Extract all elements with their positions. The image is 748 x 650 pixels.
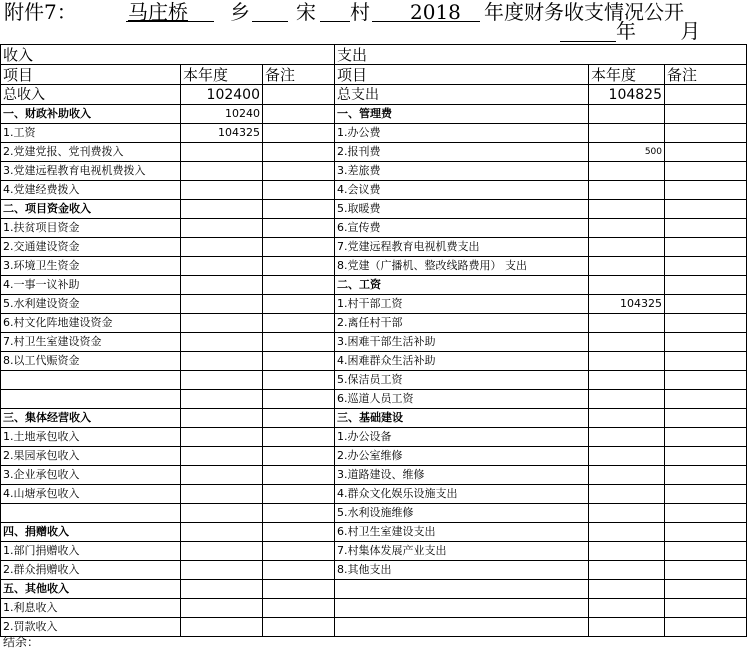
expense-amount-cell [589,352,665,371]
income-remark-cell [263,352,335,371]
expense-item-cell [335,618,589,637]
title-village: 宋 [296,0,316,24]
title-blank-xiang [252,21,288,22]
title-prefix: 附件7： [4,0,77,24]
expense-item-cell: 6.村卫生室建设支出 [335,523,589,542]
expense-amount-cell [589,523,665,542]
income-remark-cell [263,219,335,238]
table-row [1,181,747,200]
table-row [1,276,747,295]
expense-item-cell: 4.会议费 [335,181,589,200]
total-income-label: 总收入 [1,85,181,105]
income-item-cell: 1.扶贫项目资金 [1,219,181,238]
expense-amount-cell [589,580,665,599]
expense-remark-cell [665,276,747,295]
table-row [1,200,747,219]
income-amount-cell [181,409,263,428]
title-blank-township [126,21,214,22]
expense-item-cell: 5.取暖费 [335,200,589,219]
income-amount-cell [181,504,263,523]
income-remark-cell [263,428,335,447]
income-remark-cell [263,561,335,580]
expense-item-cell [335,599,589,618]
income-remark-cell [263,162,335,181]
income-item-header: 项目 [1,65,181,85]
income-amount-cell: 104325 [181,124,263,143]
income-amount-cell [181,295,263,314]
expense-amount-cell [589,219,665,238]
table-row [1,428,747,447]
expense-item-cell: 7.党建远程教育电视机费支出 [335,238,589,257]
income-item-cell: 2.交通建设资金 [1,238,181,257]
income-remark-cell [263,542,335,561]
income-item-cell: 1.利息收入 [1,599,181,618]
table-row [1,485,747,504]
income-item-cell: 1.部门捐赠收入 [1,542,181,561]
income-amount-cell [181,181,263,200]
income-item-cell: 8.以工代赈资金 [1,352,181,371]
income-remark-cell [263,580,335,599]
table-row [1,466,747,485]
expense-remark-cell [665,466,747,485]
income-remark-cell [263,181,335,200]
expense-item-cell: 4.群众文化娱乐设施支出 [335,485,589,504]
table-row [1,352,747,371]
table-row [1,219,747,238]
table-row [1,523,747,542]
income-amount-cell [181,523,263,542]
income-remark-cell [263,143,335,162]
expense-remark-cell [665,428,747,447]
income-item-cell: 四、捐赠收入 [1,523,181,542]
income-amount-cell [181,200,263,219]
expense-section-header: 支出 [335,45,747,65]
table-row [1,599,747,618]
title-blank-year [372,21,480,22]
income-remark-cell [263,371,335,390]
expense-item-cell: 4.困难群众生活补助 [335,352,589,371]
expense-item-cell: 二、工资 [335,276,589,295]
income-remark-cell [263,466,335,485]
column-header-row [1,65,747,85]
income-remark-cell [263,409,335,428]
totals-row [1,85,747,105]
income-remark-cell [263,447,335,466]
expense-remark-cell [665,124,747,143]
expense-remark-cell [665,447,747,466]
income-remark-cell [263,618,335,637]
income-item-cell: 3.党建远程教育电视机费拨入 [1,162,181,181]
expense-remark-cell [665,200,747,219]
income-amount-cell [181,162,263,181]
month-label: 月 [680,19,701,43]
expense-item-cell: 2.报刊费 [335,143,589,162]
income-remark-cell [263,599,335,618]
expense-item-cell: 三、基础建设 [335,409,589,428]
income-item-cell: 三、集体经营收入 [1,409,181,428]
expense-amount-cell [589,447,665,466]
expense-amount-cell [589,333,665,352]
expense-item-cell: 7.村集体发展产业支出 [335,542,589,561]
expense-item-cell: 2.办公室维修 [335,447,589,466]
income-amount-cell [181,371,263,390]
expense-remark-cell [665,257,747,276]
expense-amount-cell [589,314,665,333]
year-label: 年 [616,19,636,43]
expense-amount-cell: 104325 [589,295,665,314]
expense-remark-cell [665,409,747,428]
income-amount-cell [181,352,263,371]
income-item-cell: 3.企业承包收入 [1,466,181,485]
income-item-cell: 2.果园承包收入 [1,447,181,466]
expense-amount-cell [589,257,665,276]
income-amount-cell [181,238,263,257]
table-row [1,162,747,181]
expense-remark-cell [665,390,747,409]
expense-remark-cell [665,542,747,561]
income-item-cell: 7.村卫生室建设资金 [1,333,181,352]
expense-remark-cell [665,219,747,238]
income-remark-cell [263,390,335,409]
income-remark-cell [263,238,335,257]
income-item-cell: 五、其他收入 [1,580,181,599]
income-remark-cell [263,314,335,333]
expense-item-cell: 6.宣传费 [335,219,589,238]
income-section-header: 收入 [1,45,335,65]
title-year: 2018 [410,0,461,24]
income-amount-cell [181,390,263,409]
expense-remark-cell [665,371,747,390]
income-item-cell: 6.村文化阵地建设资金 [1,314,181,333]
income-remark-cell [263,200,335,219]
income-amount-cell [181,561,263,580]
income-remark-cell [263,485,335,504]
total-expense-label: 总支出 [335,85,589,105]
income-item-cell: 2.党建党报、党刊费拨入 [1,143,181,162]
table-row [1,143,747,162]
income-amount-cell [181,580,263,599]
year-month-line [560,20,700,42]
income-remark-cell [263,124,335,143]
income-remark-cell [263,295,335,314]
income-remark-header: 备注 [263,65,335,85]
balance-label: 结余： [3,635,40,649]
section-header-row [1,45,747,65]
expense-remark-cell [665,105,747,124]
expense-amount-cell [589,409,665,428]
expense-remark-cell [665,295,747,314]
expense-item-cell: 1.办公费 [335,124,589,143]
finance-table [0,44,747,637]
income-amount-cell [181,542,263,561]
income-remark-cell [263,523,335,542]
income-amount-header: 本年度 [181,65,263,85]
expense-amount-cell [589,105,665,124]
table-row [1,295,747,314]
expense-amount-cell [589,485,665,504]
income-amount-cell [181,485,263,504]
income-amount-cell [181,219,263,238]
expense-item-cell: 3.道路建设、维修 [335,466,589,485]
income-item-cell: 4.一事一议补助 [1,276,181,295]
expense-remark-cell [665,561,747,580]
expense-amount-cell [589,276,665,295]
expense-item-cell: 1.村干部工资 [335,295,589,314]
expense-amount-cell [589,124,665,143]
expense-remark-cell [665,143,747,162]
expense-amount-cell [589,466,665,485]
expense-amount-cell [589,561,665,580]
income-item-cell: 5.水利建设资金 [1,295,181,314]
income-remark-cell [263,276,335,295]
expense-item-cell: 2.离任村干部 [335,314,589,333]
title-blank-village [320,21,350,22]
income-remark-cell [263,504,335,523]
income-amount-cell: 10240 [181,105,263,124]
expense-item-cell: 5.水利设施维修 [335,504,589,523]
expense-item-cell: 6.巡道人员工资 [335,390,589,409]
income-item-cell [1,504,181,523]
income-item-cell: 2.罚款收入 [1,618,181,637]
table-row [1,314,747,333]
expense-amount-cell [589,428,665,447]
expense-amount-cell [589,181,665,200]
year-blank [560,23,616,42]
total-income-value: 102400 [181,85,263,105]
income-item-cell: 3.环境卫生资金 [1,257,181,276]
income-item-cell: 4.山塘承包收入 [1,485,181,504]
income-item-cell: 4.党建经费拨入 [1,181,181,200]
table-row [1,124,747,143]
income-amount-cell [181,333,263,352]
expense-remark-cell [665,333,747,352]
expense-remark-cell [665,504,747,523]
expense-item-cell: 一、管理费 [335,105,589,124]
expense-remark-cell [665,485,747,504]
expense-remark-cell [665,238,747,257]
table-row [1,447,747,466]
table-row [1,390,747,409]
income-amount-cell [181,314,263,333]
income-remark-cell [263,105,335,124]
title-suffix: 年度财务收支情况公开 [484,0,684,24]
expense-amount-cell [589,371,665,390]
income-amount-cell [181,599,263,618]
expense-item-cell: 8.党建（广播机、整改线路费用） 支出 [335,257,589,276]
income-item-cell: 二、项目资金收入 [1,200,181,219]
expense-amount-cell [589,390,665,409]
expense-amount-cell [589,238,665,257]
income-item-cell [1,390,181,409]
expense-amount-cell [589,542,665,561]
expense-amount-cell [589,504,665,523]
expense-item-cell [335,580,589,599]
income-item-cell: 一、财政补助收入 [1,105,181,124]
table-row [1,333,747,352]
total-expense-value: 104825 [589,85,665,105]
expense-amount-cell: 500 [589,143,665,162]
table-row [1,561,747,580]
expense-item-cell: 5.保洁员工资 [335,371,589,390]
income-item-cell [1,371,181,390]
expense-remark-cell [665,580,747,599]
table-row [1,504,747,523]
income-remark-cell [263,333,335,352]
expense-item-cell: 3.差旅费 [335,162,589,181]
expense-remark-header: 备注 [665,65,747,85]
table-row [1,371,747,390]
expense-remark-cell [665,314,747,333]
income-remark-cell [263,257,335,276]
table-row [1,238,747,257]
expense-item-cell: 3.困难干部生活补助 [335,333,589,352]
expense-amount-cell [589,162,665,181]
table-row [1,257,747,276]
expense-item-header: 项目 [335,65,589,85]
income-amount-cell [181,466,263,485]
expense-item-cell: 8.其他支出 [335,561,589,580]
expense-amount-cell [589,599,665,618]
expense-remark-cell [665,162,747,181]
expense-amount-cell [589,618,665,637]
income-item-cell: 1.土地承包收入 [1,428,181,447]
income-amount-cell [181,143,263,162]
table-row [1,105,747,124]
expense-remark-cell [665,181,747,200]
table-row [1,618,747,637]
expense-remark-cell [665,352,747,371]
expense-amount-cell [589,200,665,219]
expense-remark-cell [665,523,747,542]
table-row [1,409,747,428]
income-item-cell: 2.群众捐赠收入 [1,561,181,580]
title-township: 马庄桥 [128,0,188,24]
income-amount-cell [181,428,263,447]
expense-item-cell: 1.办公设备 [335,428,589,447]
expense-remark-cell [665,618,747,637]
table-row [1,580,747,599]
title-xiang: 乡 [230,0,250,24]
total-expense-remark [665,85,747,105]
income-amount-cell [181,618,263,637]
income-amount-cell [181,276,263,295]
income-item-cell: 1.工资 [1,124,181,143]
total-income-remark [263,85,335,105]
table-row [1,542,747,561]
income-amount-cell [181,447,263,466]
title-cun: 村 [350,0,370,24]
income-amount-cell [181,257,263,276]
expense-remark-cell [665,599,747,618]
expense-amount-header: 本年度 [589,65,665,85]
